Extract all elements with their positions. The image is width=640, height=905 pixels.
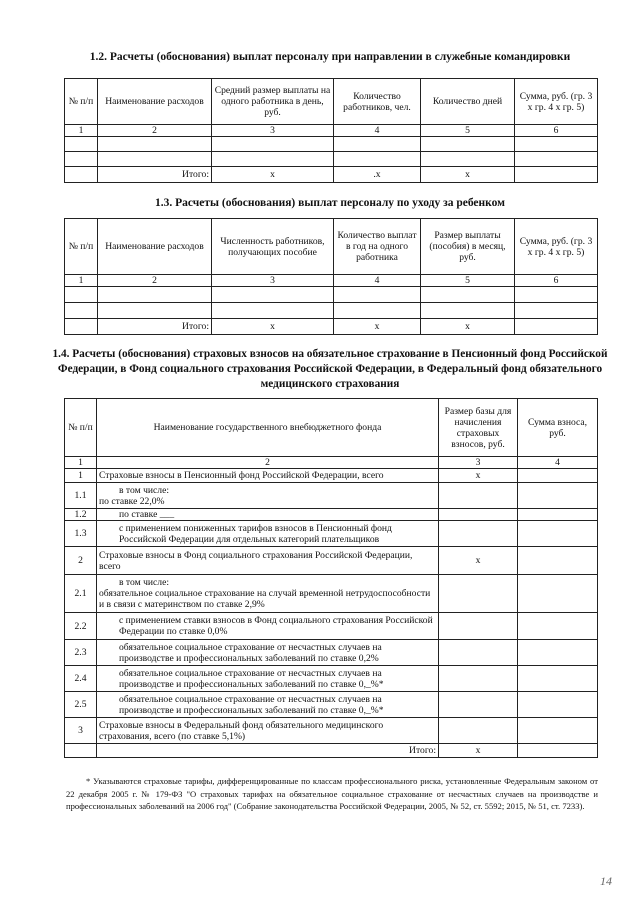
base-cell [439, 521, 518, 547]
total-label: Итого: [97, 744, 439, 758]
col-number: 1 [65, 125, 98, 137]
col-header: Наименование государственного внебюджетного фонда [97, 399, 439, 457]
fund-name: по ставке ___ [119, 509, 175, 520]
fund-name-cell [97, 483, 439, 509]
total-label: Итого: [98, 319, 212, 335]
sum-cell [518, 718, 598, 744]
table-row [65, 483, 598, 509]
row-number: 1 [65, 469, 97, 483]
col-number: 3 [212, 275, 334, 287]
fund-name: в том числе: [119, 577, 170, 588]
childcare-table [64, 218, 598, 335]
fund-name-detail: обязательное социальное страхование на случай временной нетрудоспособности и в связи с материнством по ставке 2,9% [99, 588, 431, 610]
col-header: № п/п [65, 79, 98, 125]
table-row [65, 718, 598, 744]
col-number: 3 [212, 125, 334, 137]
insurance-contributions-table [64, 398, 598, 758]
fund-name-cell [97, 666, 439, 692]
col-number: 5 [421, 275, 515, 287]
col-header: Размер выплаты (пособия) в месяц, руб. [421, 219, 515, 275]
fund-name-cell [97, 575, 439, 613]
fund-name-cell [97, 509, 439, 521]
empty-row [65, 303, 598, 319]
footnote: * Указываются страховые тарифы, дифференцированные по классам профессионального риска, установленные Федеральным законом от 22 декабря 2005 г. № 179-ФЗ "О страховых тарифах на обязательное социальное страхование от несчастных случаев на производстве и профессиональных заболеваний на 2006 год" (Собрание законодательства Российской Федерации, 2005, № 52, ст. 5592; 2015, № 51, ст. 7233). [66, 776, 598, 811]
table-row [65, 547, 598, 575]
sum-cell [518, 521, 598, 547]
fund-name-cell [97, 547, 439, 575]
fund-name-cell [97, 521, 439, 547]
col-header: № п/п [65, 219, 98, 275]
base-cell [439, 718, 518, 744]
col-number: 5 [421, 125, 515, 137]
section-1-2-title: 1.2. Расчеты (обоснования) выплат персоналу при направлении в служебные командировки [89, 51, 571, 63]
table-row [65, 521, 598, 547]
total-cell: .х [334, 167, 421, 183]
col-header: Наименование расходов [98, 219, 212, 275]
col-number: 1 [65, 275, 98, 287]
fund-name-cell [97, 613, 439, 640]
empty-row [65, 152, 598, 167]
row-number: 1.3 [65, 521, 97, 547]
fund-name: обязательное социальное страхование от несчастных случаев на производстве и профессиональных заболеваний по ставке 0,2% [119, 641, 382, 664]
base-cell [439, 509, 518, 521]
sum-cell [518, 483, 598, 509]
fund-name: Страховые взносы в Федеральный фонд обязательного медицинского страхования, всего (по ставке 5,1%) [99, 719, 384, 742]
total-row [65, 167, 598, 183]
row-number: 2 [65, 547, 97, 575]
fund-name: обязательное социальное страхование от несчастных случаев на производстве и профессиональных заболеваний по ставке 0,_%* [119, 693, 384, 716]
col-header: Сумма взноса, руб. [518, 399, 598, 457]
table-row [65, 640, 598, 666]
section-1-3-title: 1.3. Расчеты (обоснования) выплат персоналу по уходу за ребенком [155, 197, 505, 209]
col-number: 4 [518, 457, 598, 469]
base-cell [439, 483, 518, 509]
base-cell [439, 692, 518, 718]
col-header: Сумма, руб. (гр. 3 х гр. 4 х гр. 5) [515, 79, 598, 125]
total-cell: х [212, 167, 334, 183]
table-row [65, 575, 598, 613]
total-label: Итого: [98, 167, 212, 183]
row-number: 2.3 [65, 640, 97, 666]
fund-name: в том числе: [119, 484, 170, 496]
table-row [65, 469, 598, 483]
empty-row [65, 137, 598, 152]
col-header: № п/п [65, 399, 97, 457]
sum-cell [518, 640, 598, 666]
row-number: 2.2 [65, 613, 97, 640]
col-number: 2 [97, 457, 439, 469]
col-number: 4 [334, 125, 421, 137]
sum-cell [518, 613, 598, 640]
total-cell: х [212, 319, 334, 335]
base-cell: х [439, 469, 518, 483]
col-header: Размер базы для начисления страховых взносов, руб. [439, 399, 518, 457]
sum-cell [518, 469, 598, 483]
row-number: 2.4 [65, 666, 97, 692]
base-cell [439, 575, 518, 613]
fund-name: Страховые взносы в Пенсионный фонд Российской Федерации, всего [99, 470, 384, 481]
row-number: 2.1 [65, 575, 97, 613]
base-cell: х [439, 547, 518, 575]
sum-cell [518, 666, 598, 692]
total-cell: х [334, 319, 421, 335]
total-cell: х [439, 744, 518, 758]
total-row [65, 744, 598, 758]
fund-name-cell [97, 718, 439, 744]
fund-name: обязательное социальное страхование от несчастных случаев на производстве и профессиональных заболеваний по ставке 0,_%* [119, 667, 384, 690]
fund-name: с применением ставки взносов в Фонд социального страхования Российской Федерации по ставке 0,0% [119, 615, 433, 637]
number-row [65, 125, 598, 137]
row-number: 3 [65, 718, 97, 744]
empty-row [65, 287, 598, 303]
base-cell [439, 640, 518, 666]
col-number: 4 [334, 275, 421, 287]
col-header: Численность работников, получающих пособие [212, 219, 334, 275]
page-number: 14 [600, 874, 612, 888]
col-number: 6 [515, 125, 598, 137]
section-1-4-title: 1.4. Расчеты (обоснования) страховых взносов на обязательное страхование в Пенсионный фонд Российской Федерации, в Фонд социального страхования Российской Федерации, в Федеральный фонд обязательного медицинского страхования [52, 348, 608, 390]
col-header: Сумма, руб. (гр. 3 х гр. 4 х гр. 5) [515, 219, 598, 275]
col-number: 3 [439, 457, 518, 469]
col-number: 2 [98, 125, 212, 137]
fund-name: Страховые взносы в Фонд социального страхования Российской Федерации, всего [99, 549, 413, 572]
business-trip-table [64, 78, 598, 183]
table-row [65, 509, 598, 521]
base-cell [439, 666, 518, 692]
row-number: 2.5 [65, 692, 97, 718]
col-header: Количество дней [421, 79, 515, 125]
sum-cell [518, 509, 598, 521]
total-cell: х [421, 319, 515, 335]
base-cell [439, 613, 518, 640]
row-number: 1.1 [65, 483, 97, 509]
number-row [65, 275, 598, 287]
col-number: 6 [515, 275, 598, 287]
total-cell: х [421, 167, 515, 183]
fund-name-cell [97, 640, 439, 666]
col-number: 2 [98, 275, 212, 287]
total-row [65, 319, 598, 335]
table-row [65, 613, 598, 640]
col-header: Средний размер выплаты на одного работника в день, руб. [212, 79, 334, 125]
fund-name-detail: по ставке 22,0% [99, 495, 165, 507]
sum-cell [518, 547, 598, 575]
table-row [65, 692, 598, 718]
col-header: Наименование расходов [98, 79, 212, 125]
sum-cell [518, 575, 598, 613]
sum-cell [518, 692, 598, 718]
col-header: Количество выплат в год на одного работника [334, 219, 421, 275]
number-row [65, 457, 598, 469]
header-row [65, 79, 598, 125]
header-row [65, 219, 598, 275]
fund-name: с применением пониженных тарифов взносов в Пенсионный фонд Российской Федерации для отдельных категорий плательщиков [119, 522, 392, 545]
row-number: 1.2 [65, 509, 97, 521]
header-row [65, 399, 598, 457]
col-header: Количество работников, чел. [334, 79, 421, 125]
table-row [65, 666, 598, 692]
col-number: 1 [65, 457, 97, 469]
fund-name-cell [97, 469, 439, 483]
fund-name-cell [97, 692, 439, 718]
